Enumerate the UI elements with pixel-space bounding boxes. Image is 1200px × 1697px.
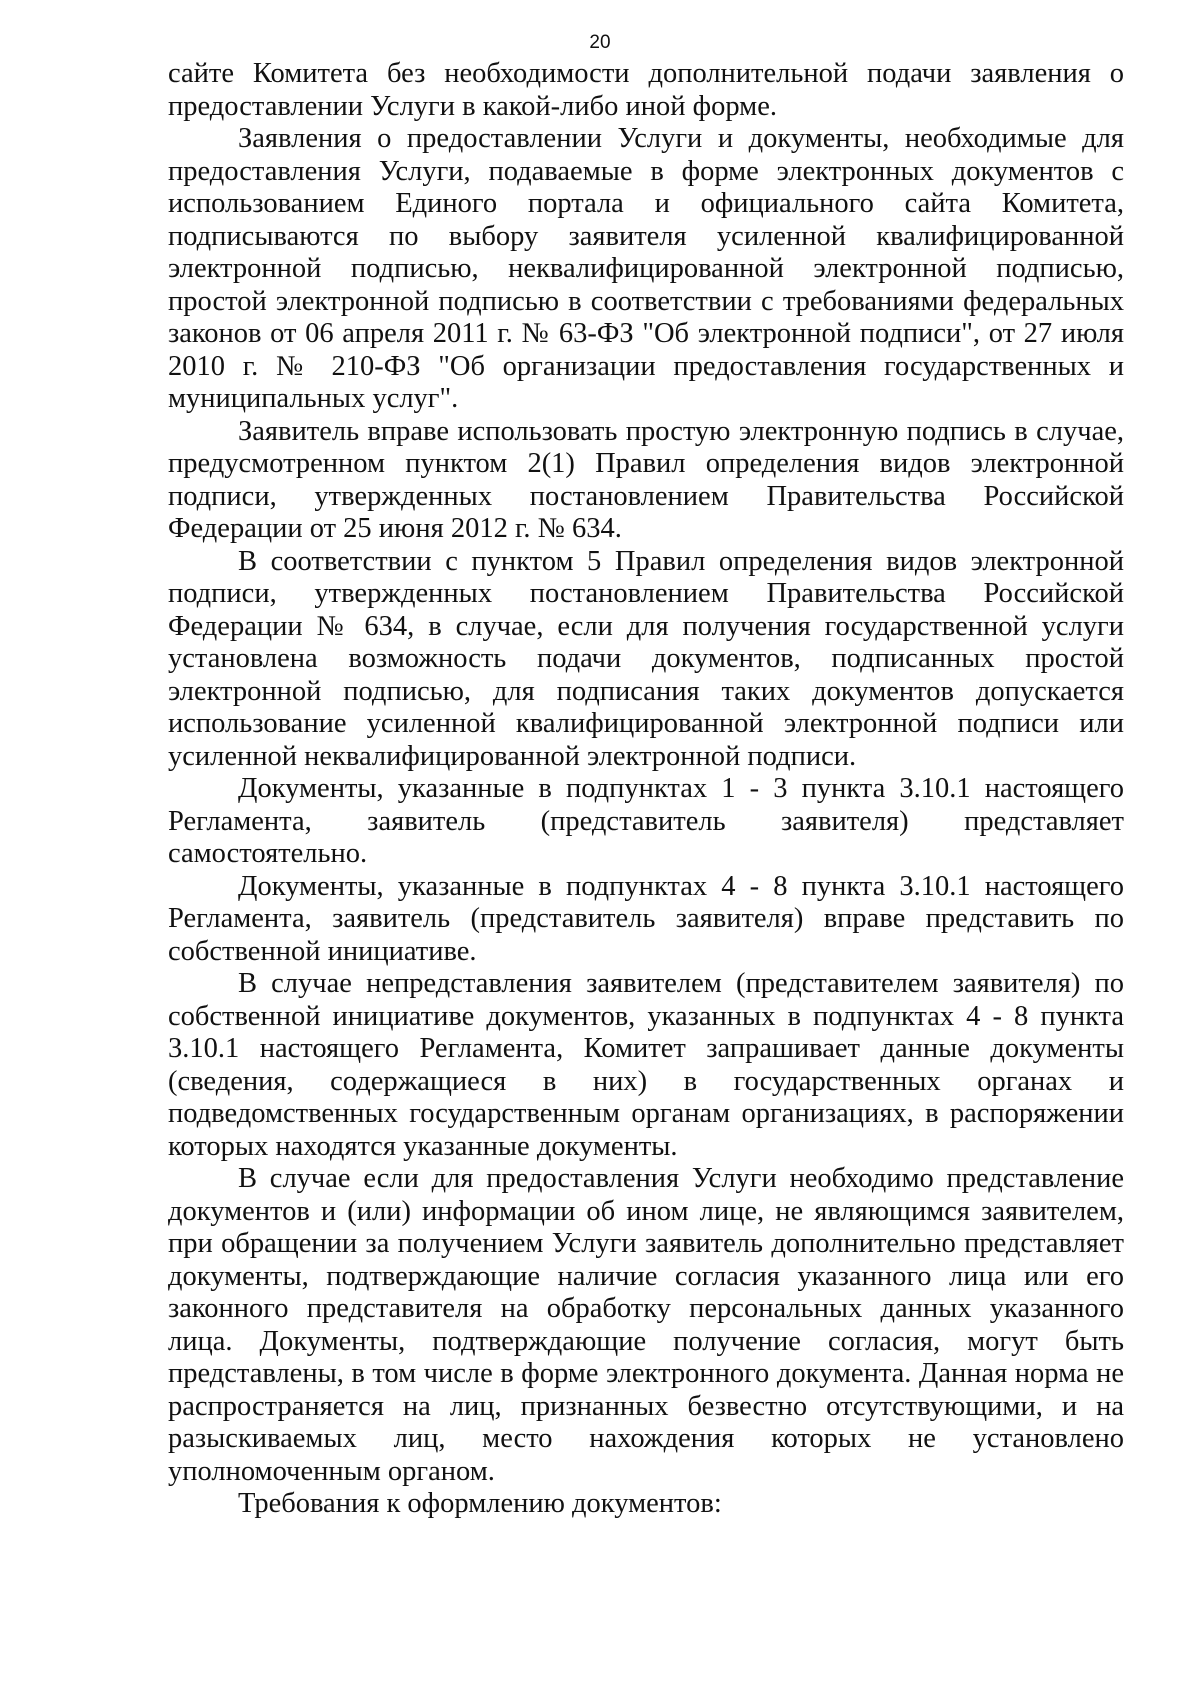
paragraph-rule-5: В соответствии с пунктом 5 Правил определения видов электронной подписи, утвержденных постановлением Правительства Российской Федерации № 634, в случае, если для получения государственной услуги установлена возможность подачи документов, подписанных простой электронной подписью, для подписания таких документов допускается использование усиленной квалифицированной электронной подписи или усиленной неквалифицированной электронной подписи. [168,545,1124,772]
paragraph-signature-requirements: Заявления о предоставлении Услуги и документы, необходимые для предоставления Услуги, подаваемые в форме электронных документов с использованием Единого портала и официального сайта Комитета, подписываются по выбору заявителя усиленной квалифицированной электронной подписью, неквалифицированной электронной подписью, простой электронной подписью в соответствии с требованиями федеральных законов от 06 апреля 2011 г. № 63-ФЗ "Об электронной подписи", от 27 июля 2010 г. № 210-ФЗ "Об организации предоставления государственных и муниципальных услуг". [168,123,1124,414]
document-body [168,58,1124,1521]
page-number: 20 [589,32,611,53]
paragraph-documents-1-3: Документы, указанные в подпунктах 1 - 3 пункта 3.10.1 настоящего Регламента, заявитель (представитель заявителя) представляет самостоятельно. [168,773,1124,869]
paragraph-documents-4-8: Документы, указанные в подпунктах 4 - 8 пункта 3.10.1 настоящего Регламента, заявитель (представитель заявителя) вправе представить по собственной инициативе. [168,870,1124,967]
paragraph-simple-signature: Заявитель вправе использовать простую электронную подпись в случае, предусмотренном пунктом 2(1) Правил определения видов электронной подписи, утвержденных постановлением Правительства Российской Федерации от 25 июня 2012 г. № 634. [168,415,1124,544]
paragraph-continuation: сайте Комитета без необходимости дополнительной подачи заявления о предоставлении Услуги в какой-либо иной форме. [168,58,1124,122]
paragraph-third-party-consent: В случае если для предоставления Услуги необходимо представление документов и (или) информации об ином лице, не являющимся заявителем, при обращении за получением Услуги заявитель дополнительно представляет документы, подтверждающие наличие согласия указанного лица или его законного представителя на обработку персональных данных указанного лица. Документы, подтверждающие получение согласия, могут быть представлены, в том числе в форме электронного документа. Данная норма не распространяется на лиц, признанных безвестно отсутствующими, и на разыскиваемых лиц, место нахождения которых не установлено уполномоченным органом. [168,1163,1124,1487]
paragraph-committee-request: В случае непредставления заявителем (представителем заявителя) по собственной инициативе документов, указанных в подпунктах 4 - 8 пункта 3.10.1 настоящего Регламента, Комитет запрашивает данные документы (сведения, содержащиеся в них) в государственных органах и подведомственных государственным органам организациях, в распоряжении которых находятся указанные документы. [168,968,1124,1162]
paragraph-document-requirements-heading: Требования к оформлению документов: [238,1488,722,1519]
